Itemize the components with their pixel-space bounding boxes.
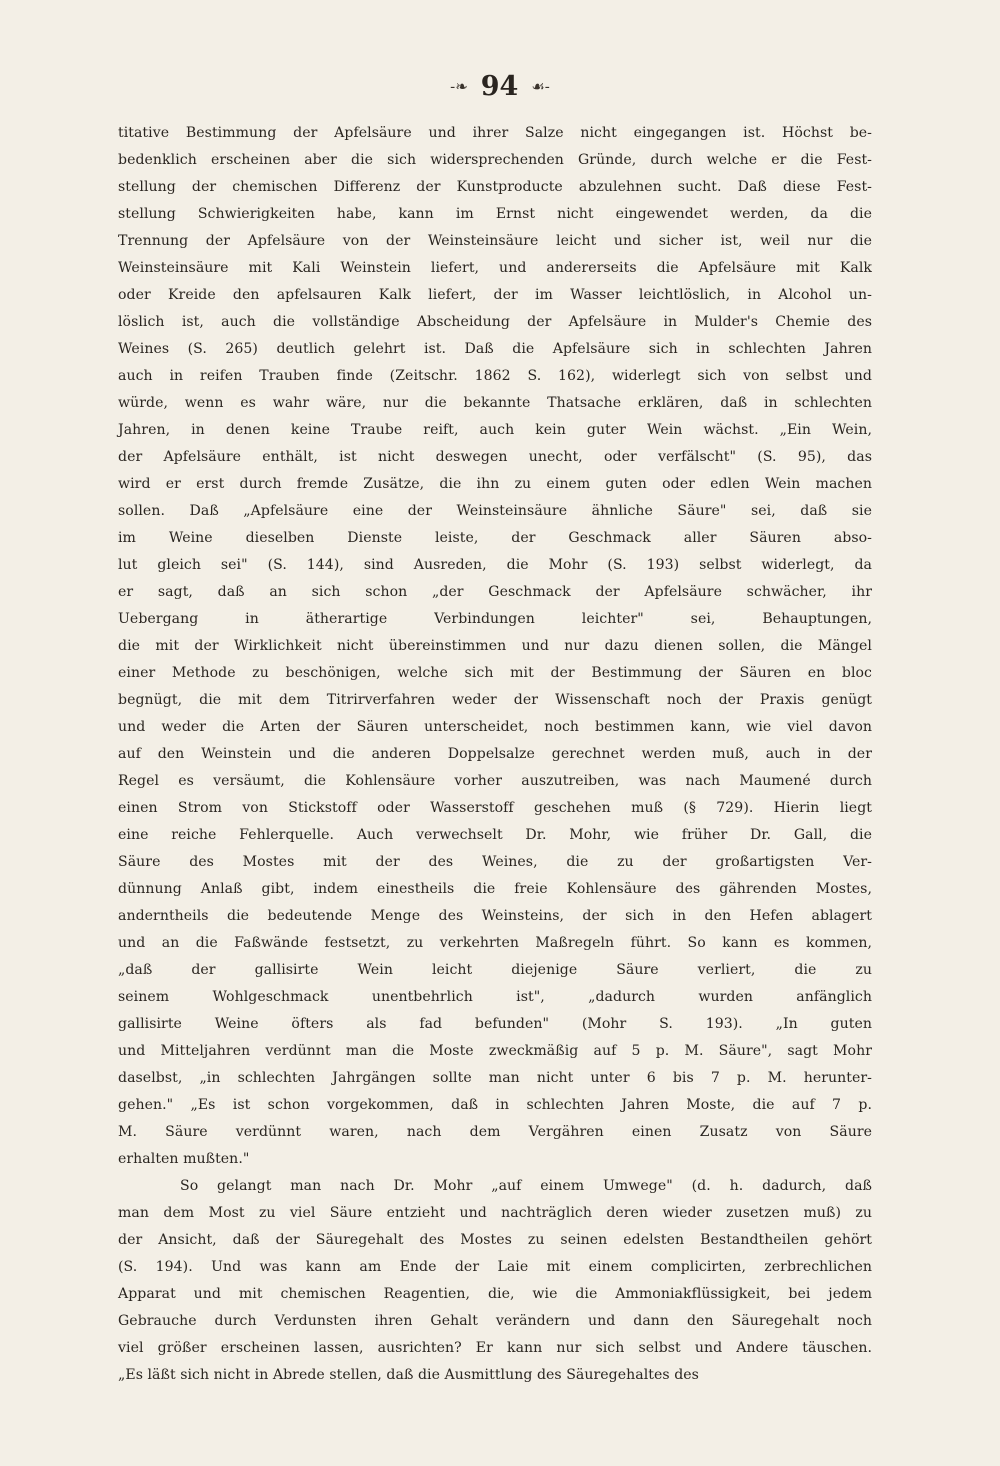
text-line: lut gleich sei" (S. 144), sind Ausreden, die Mohr (S. 193) selbst widerlegt, da [118,557,872,573]
body-text [118,120,872,1389]
text-line: „Es läßt sich nicht in Abrede stellen, daß die Ausmittlung des Säuregehaltes des [118,1367,699,1383]
text-line: Uebergang in ätherartige Verbindungen leichter" sei, Behauptungen, [118,611,872,627]
text-line: löslich ist, auch die vollständige Abscheidung der Apfelsäure in Mulder's Chemie des [118,314,872,330]
text-line: „daß der gallisirte Wein leicht diejenige Säure verliert, die zu [118,962,872,978]
text-line: Apparat und mit chemischen Reagentien, die, wie die Ammoniakflüssigkeit, bei jedem [118,1286,872,1302]
text-line: Weines (S. 265) deutlich gelehrt ist. Daß die Apfelsäure sich in schlechten Jahren [118,341,872,357]
text-line: wird er erst durch fremde Zusätze, die ihn zu einem guten oder edlen Wein machen [118,476,872,492]
text-line: oder Kreide den apfelsauren Kalk liefert, der im Wasser leichtlöslich, in Alcohol un- [118,287,872,303]
text-line: titative Bestimmung der Apfelsäure und ihrer Salze nicht eingegangen ist. Höchst be- [118,125,872,141]
text-line: einer Methode zu beschönigen, welche sich mit der Bestimmung der Säuren en bloc [118,665,872,681]
text-line: sollen. Daß „Apfelsäure eine der Weinsteinsäure ähnliche Säure" sei, daß sie [118,503,872,519]
text-line: Regel es versäumt, die Kohlensäure vorher auszutreiben, was nach Maumené durch [118,773,872,789]
text-line: auf den Weinstein und die anderen Doppelsalze gerechnet werden muß, auch in der [118,746,872,762]
text-line: er sagt, daß an sich schon „der Geschmack der Apfelsäure schwächer, ihr [118,584,872,600]
text-line: die mit der Wirklichkeit nicht übereinstimmen und nur dazu dienen sollen, die Mängel [118,638,872,654]
text-line: So gelangt man nach Dr. Mohr „auf einem Umwege" (d. h. dadurch, daß [180,1178,872,1194]
text-line: auch in reifen Trauben finde (Zeitschr. 1862 S. 162), widerlegt sich von selbst und [118,368,872,384]
text-line: würde, wenn es wahr wäre, nur die bekannte Thatsache erklären, daß in schlechten [118,395,872,411]
text-line: und Mitteljahren verdünnt man die Moste zweckmäßig auf 5 p. M. Säure", sagt Mohr [118,1043,872,1059]
text-line: und weder die Arten der Säuren unterscheidet, noch bestimmen kann, wie viel davon [118,719,872,735]
text-line: begnügt, die mit dem Titrirverfahren weder der Wissenschaft noch der Praxis genügt [118,692,872,708]
text-line: im Weine dieselben Dienste leiste, der Geschmack aller Säuren abso- [118,530,872,546]
text-line: anderntheils die bedeutende Menge des Weinsteins, der sich in den Hefen ablagert [118,908,872,924]
text-line: der Ansicht, daß der Säuregehalt des Mostes zu seinen edelsten Bestandtheilen gehört [118,1232,872,1248]
text-line: Gebrauche durch Verdunsten ihren Gehalt verändern und dann den Säuregehalt noch [118,1313,872,1329]
text-line: der Apfelsäure enthält, ist nicht deswegen unecht, oder verfälscht" (S. 95), das [118,449,872,465]
text-line: Trennung der Apfelsäure von der Weinsteinsäure leicht und sicher ist, weil nur die [118,233,872,249]
text-line: erhalten mußten." [118,1151,250,1167]
text-line: Weinsteinsäure mit Kali Weinstein liefert, und andererseits die Apfelsäure mit Kalk [118,260,872,276]
text-line: M. Säure verdünnt waren, nach dem Vergähren einen Zusatz von Säure [118,1124,872,1140]
text-line: Säure des Mostes mit der des Weines, die zu der großartigsten Ver- [118,854,872,870]
text-line: viel größer erscheinen lassen, ausrichten? Er kann nur sich selbst und Andere täuschen. [118,1340,872,1356]
text-line: gallisirte Weine öfters als fad befunden" (Mohr S. 193). „In guten [118,1016,872,1032]
text-line: daselbst, „in schlechten Jahrgängen sollte man nicht unter 6 bis 7 p. M. herunter- [118,1070,872,1086]
text-line: stellung der chemischen Differenz der Kunstproducte abzulehnen sucht. Daß diese Fest- [118,179,872,195]
text-line: eine reiche Fehlerquelle. Auch verwechselt Dr. Mohr, wie früher Dr. Gall, die [118,827,872,843]
text-line: gehen." „Es ist schon vorgekommen, daß in schlechten Jahren Moste, die auf 7 p. [118,1097,872,1113]
text-line: einen Strom von Stickstoff oder Wasserstoff geschehen muß (§ 729). Hierin liegt [118,800,872,816]
ornament-left-icon: -❧ [450,77,468,96]
page-number: 94 [480,70,519,102]
text-line: bedenklich erscheinen aber die sich widersprechenden Gründe, durch welche er die Fest- [118,152,872,168]
text-line: seinem Wohlgeschmack unentbehrlich ist", „dadurch wurden anfänglich [118,989,872,1005]
text-line: (S. 194). Und was kann am Ende der Laie mit einem complicirten, zerbrechlichen [118,1259,872,1275]
text-line: und an die Faßwände festsetzt, zu verkehrten Maßregeln führt. So kann es kommen, [118,935,872,951]
text-line: dünnung Anlaß gibt, indem einestheils die freie Kohlensäure des gährenden Mostes, [118,881,872,897]
text-line: man dem Most zu viel Säure entzieht und nachträglich deren wieder zusetzen muß) zu [118,1205,872,1221]
text-line: Jahren, in denen keine Traube reift, auch kein guter Wein wächst. „Ein Wein, [118,422,872,438]
ornament-right-icon: ☙- [531,77,550,96]
text-line: stellung Schwierigkeiten habe, kann im Ernst nicht eingewendet werden, da die [118,206,872,222]
page-header [0,66,1000,107]
